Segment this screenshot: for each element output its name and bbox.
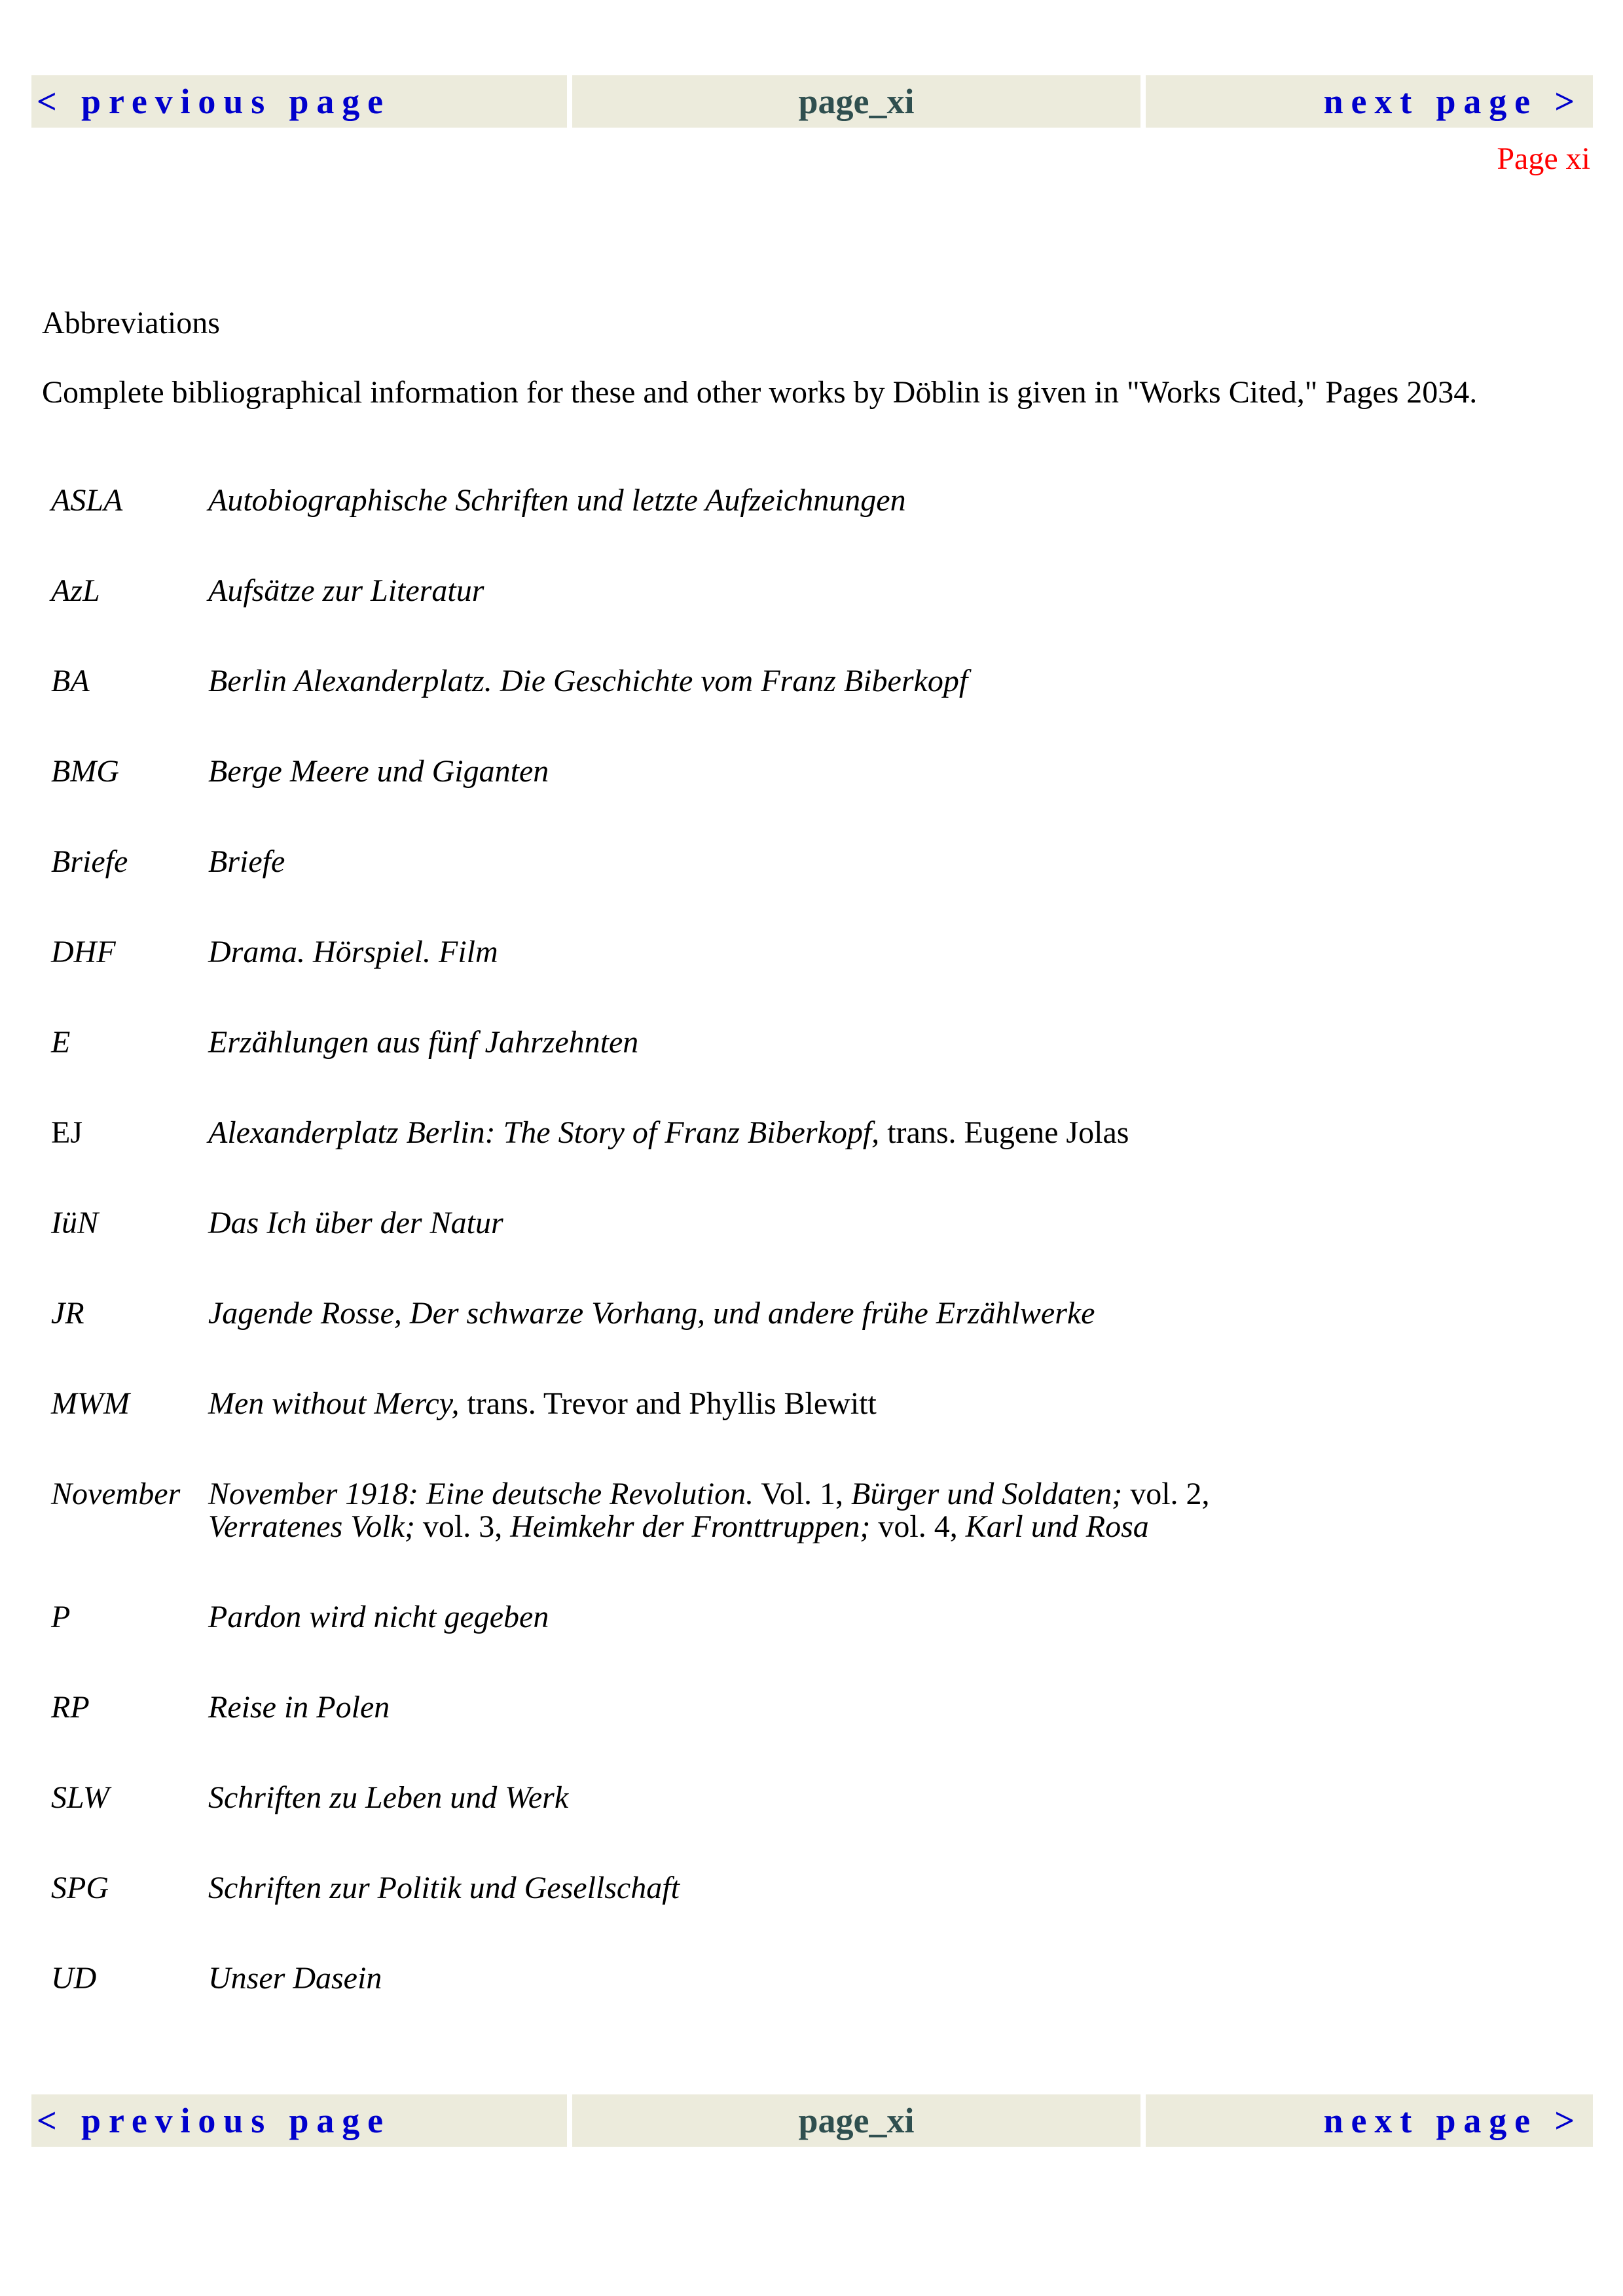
work-title-text: Erzählungen aus fünf Jahrzehnten bbox=[208, 1025, 639, 1060]
abbreviation-row bbox=[51, 1782, 1557, 1814]
abbreviation-key: P bbox=[51, 1600, 71, 1634]
abbreviation-row bbox=[51, 1872, 1557, 1905]
abbreviations-list bbox=[51, 484, 1557, 2053]
work-title-text: Jagende Rosse, Der schwarze Vorhang, und andere frühe Erzählwerke bbox=[208, 1296, 1095, 1331]
work-title-text: Unser Dasein bbox=[208, 1961, 382, 1996]
page-id: page_xi bbox=[798, 82, 915, 121]
abbreviation-key: SLW bbox=[51, 1780, 109, 1815]
abbreviation-row bbox=[51, 484, 1557, 517]
work-title-text: November 1918: Eine deutsche Revolution. bbox=[208, 1477, 754, 1511]
abbreviation-key: SPG bbox=[51, 1871, 109, 1905]
work-note-text: vol. 4, bbox=[870, 1509, 966, 1544]
page-number-label: Page xi bbox=[1497, 141, 1590, 176]
work-title-text: Reise in Polen bbox=[208, 1690, 390, 1725]
next-page-cell bbox=[1146, 75, 1593, 128]
abbreviation-row bbox=[51, 1207, 1557, 1240]
abbreviation-title bbox=[208, 1207, 1557, 1240]
abbreviation-title bbox=[208, 1297, 1557, 1330]
abbreviation-row bbox=[51, 936, 1557, 969]
work-title-text: Verratenes Volk; bbox=[208, 1509, 415, 1544]
section-heading: Abbreviations bbox=[42, 306, 220, 340]
work-title-text: Aufsätze zur Literatur bbox=[208, 573, 484, 608]
abbreviation-key: JR bbox=[51, 1296, 84, 1331]
abbreviation-title bbox=[208, 1601, 1557, 1634]
abbreviation-key: UD bbox=[51, 1961, 97, 1996]
abbreviation-key: EJ bbox=[51, 1115, 82, 1150]
work-title-text: Drama. Hörspiel. Film bbox=[208, 935, 498, 969]
page-id: page_xi bbox=[798, 2101, 915, 2140]
work-note-text: Vol. 1, bbox=[754, 1477, 852, 1511]
abbreviation-key: November bbox=[51, 1477, 181, 1511]
abbreviation-key: RP bbox=[51, 1690, 90, 1725]
previous-page-cell bbox=[31, 75, 567, 128]
top-navigation-bar bbox=[31, 75, 1593, 128]
bottom-navigation-bar bbox=[31, 2094, 1593, 2147]
abbreviation-title bbox=[208, 1872, 1557, 1905]
work-title-text: Schriften zu Leben und Werk bbox=[208, 1780, 569, 1815]
abbreviation-key: ASLA bbox=[51, 483, 123, 518]
work-note-text: trans. Trevor and Phyllis Blewitt bbox=[459, 1386, 877, 1421]
abbreviation-title bbox=[208, 1117, 1557, 1149]
work-note-text: vol. 3, bbox=[414, 1509, 511, 1544]
abbreviation-key: BMG bbox=[51, 754, 119, 789]
next-page-link[interactable]: next page > bbox=[1323, 2101, 1582, 2140]
next-page-cell bbox=[1146, 2094, 1593, 2147]
abbreviation-key: E bbox=[51, 1025, 71, 1060]
abbreviation-row bbox=[51, 1601, 1557, 1634]
abbreviation-title bbox=[208, 1026, 1557, 1059]
previous-page-link[interactable]: < previous page bbox=[37, 82, 392, 121]
work-note-text: vol. 2, bbox=[1122, 1477, 1210, 1511]
work-title-text: Pardon wird nicht gegeben bbox=[208, 1600, 549, 1634]
work-title-text: Autobiographische Schriften und letzte Aufzeichnungen bbox=[208, 483, 906, 518]
next-page-link[interactable]: next page > bbox=[1323, 82, 1582, 121]
abbreviation-title bbox=[208, 1478, 1557, 1543]
abbreviation-key: IüN bbox=[51, 1206, 98, 1240]
abbreviation-title bbox=[208, 484, 1557, 517]
abbreviation-row bbox=[51, 665, 1557, 698]
abbreviation-key: Briefe bbox=[51, 844, 128, 879]
abbreviation-row bbox=[51, 846, 1557, 878]
abbreviation-row bbox=[51, 1691, 1557, 1724]
abbreviation-title bbox=[208, 1388, 1557, 1420]
abbreviation-title bbox=[208, 1782, 1557, 1814]
abbreviation-key: MWM bbox=[51, 1386, 130, 1421]
previous-page-link[interactable]: < previous page bbox=[37, 2101, 392, 2140]
abbreviation-title bbox=[208, 1691, 1557, 1724]
abbreviation-title bbox=[208, 1962, 1557, 1995]
work-title-text: Bürger und Soldaten; bbox=[851, 1477, 1123, 1511]
intro-paragraph: Complete bibliographical information for these and other works by Döblin is given in "Works Cited," Pages 2034. bbox=[42, 375, 1478, 410]
abbreviation-row bbox=[51, 1026, 1557, 1059]
work-note-text: trans. Eugene Jolas bbox=[879, 1115, 1129, 1150]
abbreviation-row bbox=[51, 1962, 1557, 1995]
abbreviation-row bbox=[51, 1297, 1557, 1330]
work-title-text: Alexanderplatz Berlin: The Story of Franz Biberkopf, bbox=[208, 1115, 880, 1150]
abbreviation-row bbox=[51, 755, 1557, 788]
work-title-text: Briefe bbox=[208, 844, 285, 879]
work-title-text: Berlin Alexanderplatz. Die Geschichte vom Franz Biberkopf bbox=[208, 664, 968, 698]
abbreviation-key: DHF bbox=[51, 935, 116, 969]
abbreviation-title bbox=[208, 665, 1557, 698]
work-title-text: Men without Mercy, bbox=[208, 1386, 460, 1421]
work-title-text: Berge Meere und Giganten bbox=[208, 754, 549, 789]
abbreviation-title bbox=[208, 575, 1557, 607]
work-title-text: Heimkehr der Fronttruppen; bbox=[510, 1509, 871, 1544]
abbreviation-row bbox=[51, 575, 1557, 607]
page-id-cell bbox=[572, 2094, 1140, 2147]
abbreviation-key: AzL bbox=[51, 573, 100, 608]
abbreviation-title bbox=[208, 755, 1557, 788]
abbreviation-row bbox=[51, 1117, 1557, 1149]
work-title-text: Schriften zur Politik und Gesellschaft bbox=[208, 1871, 680, 1905]
work-title-text: Das Ich über der Natur bbox=[208, 1206, 503, 1240]
work-title-text: Karl und Rosa bbox=[965, 1509, 1149, 1544]
page-id-cell bbox=[572, 75, 1140, 128]
abbreviation-title bbox=[208, 846, 1557, 878]
abbreviation-title bbox=[208, 936, 1557, 969]
abbreviation-key: BA bbox=[51, 664, 90, 698]
previous-page-cell bbox=[31, 2094, 567, 2147]
abbreviation-row bbox=[51, 1388, 1557, 1420]
abbreviation-row bbox=[51, 1478, 1557, 1543]
